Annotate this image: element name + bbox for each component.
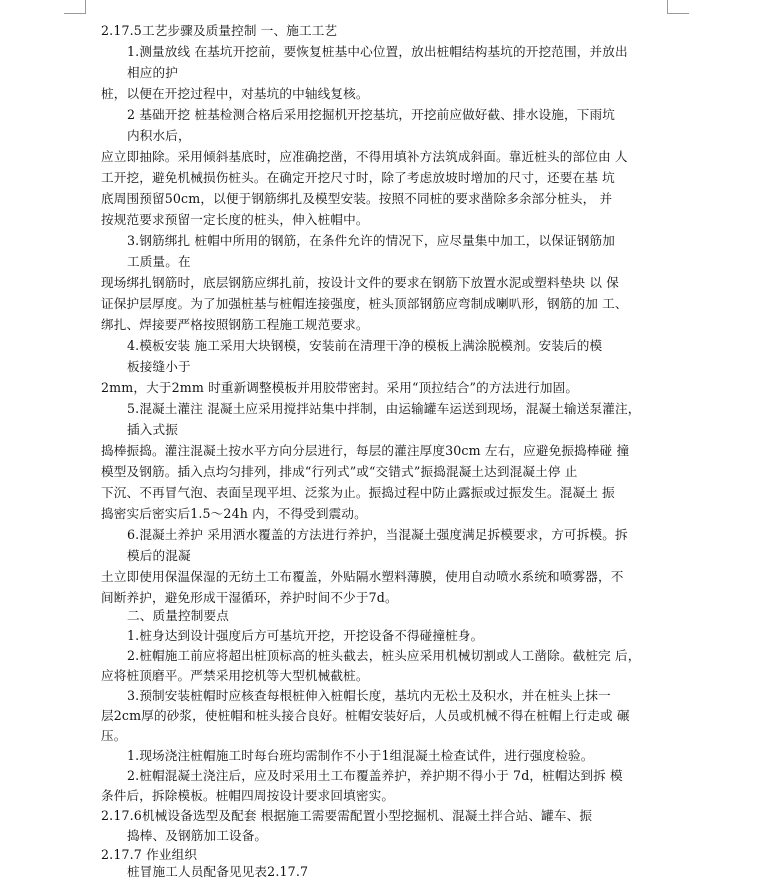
paragraph-line: 2.桩帽混凝土浇注后，应及时采用土工布覆盖养护，养护期不得小于 7d，桩帽达到拆 模 <box>127 768 623 783</box>
paragraph-line: 应将桩顶磨平。严禁采用挖机等大型机械截桩。 <box>101 668 369 683</box>
paragraph-line: 土立即使用保温保湿的无纺土工布覆盖，外贴隔水塑料薄膜，使用自动喷水系统和喷雾器，不 <box>101 569 624 584</box>
paragraph-line: 捣棒振捣。灌注混凝土按水平方向分层进行，每层的灌注厚度30cm 左右，应避免振捣棒碰 撞 <box>101 443 630 458</box>
paragraph-line: 工开挖，避免机械损伤桩头。在确定开挖尺寸时，除了考虑放坡时增加的尺寸，还要在基 坑 <box>101 170 615 185</box>
paragraph-line: 4.模板安装 施工采用大块钢模，安装前在清理干净的模板上满涂脱模剂。安装后的模 <box>127 338 603 353</box>
paragraph-line: 板接缝小于 <box>127 359 191 374</box>
paragraph-line: 层2cm厚的砂浆，使桩帽和桩头接合良好。桩帽安装好后，人员或机械不得在桩帽上行走或 碾 <box>101 708 630 723</box>
paragraph-line: 内积水后， <box>127 128 191 143</box>
paragraph-line: 2mm，大于2mm 时重新调整模板并用胶带密封。采用“顶拉结合”的方法进行加固。 <box>101 380 579 395</box>
paragraph-line: 模型及钢筋。插入点均匀排列，排成“行列式”或“交错式”振捣混凝土达到混凝土停 止 <box>101 464 578 479</box>
subsection-heading-quality-control: 二、质量控制要点 <box>127 608 229 623</box>
paragraph-line: 模后的混凝 <box>127 548 191 563</box>
paragraph-line: 插入式振 <box>127 422 178 437</box>
paragraph-line: 应立即抽除。采用倾斜基底时，应准确挖凿，不得用填补方法筑成斜面。靠近桩头的部位由 人 <box>101 149 628 164</box>
paragraph-line: 证保护层厚度。为了加强桩基与桩帽连接强度，桩头顶部钢筋应弯制成喇叭形，钢筋的加 工、 <box>101 296 628 311</box>
section-heading-2-17-7: 2.17.7 作业组织 <box>101 847 198 862</box>
paragraph-line: 现场绑扎钢筋时，底层钢筋应绑扎前，按设计文件的要求在钢筋下放置水泥或塑料垫块 以 保 <box>101 275 620 290</box>
paragraph-line: 2.桩帽施工前应将超出桩顶标高的桩头截去，桩头应采用机械切割或人工凿除。截桩完 后， <box>127 648 641 663</box>
paragraph-line: 下沉、不再冒气泡、表面呈现平坦、泛浆为止。振捣过程中防止露振或过振发生。混凝土 振 <box>101 485 615 500</box>
paragraph-line: 捣密实后密实后1.5～24h 内，不得受到震动。 <box>101 506 367 521</box>
paragraph-line: 6.混凝土养护 采用洒水覆盖的方法进行养护，当混凝土强度满足拆模要求，方可拆模。拆 <box>127 527 628 542</box>
paragraph-line: 2 基础开挖 桩基检测合格后采用挖掘机开挖基坑，开挖前应做好截、排水设施，下雨坑 <box>127 107 615 122</box>
paragraph-line: 相应的护 <box>127 65 178 80</box>
paragraph-line: 1.测量放线 在基坑开挖前，要恢复桩基中心位置，放出桩帽结构基坑的开挖范围，并放出 <box>127 44 628 59</box>
paragraph-line: 条件后，拆除模板。桩帽四周按设计要求回填密实。 <box>101 788 395 803</box>
paragraph-line: 桩冒施工人员配备见见表2.17.7 <box>127 864 309 879</box>
corner-mark-top-left-vertical <box>85 0 86 14</box>
paragraph-line: 工质量。在 <box>127 254 191 269</box>
paragraph-line: 5.混凝土灌注 混凝土应采用搅拌站集中拌制，由运输罐车运送到现场，混凝土输送泵灌注， <box>127 401 641 416</box>
paragraph-line: 桩，以便在开挖过程中，对基坑的中轴线复核。 <box>101 86 369 101</box>
paragraph-line: 底周围预留50cm，以便于钢筋绑扎及模型安装。按照不同桩的要求凿除多余部分桩头， 并 <box>101 191 613 206</box>
paragraph-line: 绑扎、焊接要严格按照钢筋工程施工规范要求。 <box>101 317 369 332</box>
paragraph-line: 捣棒、及钢筋加工设备。 <box>127 828 268 843</box>
corner-mark-top-left-horizontal <box>64 13 86 14</box>
section-heading-2-17-5: 2.17.5工艺步骤及质量控制 一、施工工艺 <box>101 23 338 38</box>
corner-mark-top-right-vertical <box>667 0 668 14</box>
paragraph-line: 1.桩身达到设计强度后方可基坑开挖，开挖设备不得碰撞桩身。 <box>127 628 484 643</box>
corner-mark-top-right-horizontal <box>667 13 689 14</box>
paragraph-line: 压。 <box>101 728 127 743</box>
paragraph-line: 间断养护，避免形成干湿循环，养护时间不少于7d。 <box>101 590 398 605</box>
paragraph-line: 3.钢筋绑扎 桩帽中所用的钢筋，在条件允许的情况下，应尽量集中加工，以保证钢筋加 <box>127 233 615 248</box>
paragraph-line: 3.预制安装桩帽时应核查每根桩伸入桩帽长度，基坑内无松土及积水，并在桩头上抹一 <box>127 688 611 703</box>
paragraph-line: 按规范要求预留一定长度的桩头，伸入桩帽中。 <box>101 212 369 227</box>
paragraph-line: 1.现场浇注桩帽施工时每台班均需制作不小于1组混凝土检查试件，进行强度检验。 <box>127 748 594 763</box>
section-heading-2-17-6: 2.17.6机械设备选型及配套 根据施工需要需配置小型挖掘机、混凝土拌合站、罐车、振 <box>101 808 593 823</box>
